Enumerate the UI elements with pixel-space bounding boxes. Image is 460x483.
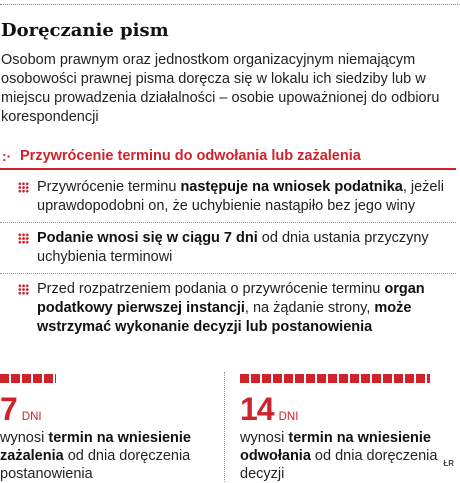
description-bold-text: termin na wniesienie odwołania — [240, 430, 431, 464]
item-text: , na żądanie strony, — [244, 300, 375, 316]
deadline-description — [240, 429, 450, 483]
bullet-list — [0, 178, 456, 349]
top-divider — [0, 4, 460, 5]
section-marker-icon: :· — [2, 148, 12, 164]
item-text: Przywrócenie terminu — [37, 179, 181, 195]
section-underline — [0, 168, 456, 170]
description-bold-text: termin na wniesienie zażalenia — [0, 430, 191, 464]
description-text: wynosi — [0, 430, 49, 446]
deadline-box-complaint — [0, 374, 210, 483]
deadline-unit: DNI — [21, 411, 42, 423]
red-dash-bar — [240, 374, 430, 383]
column-divider — [224, 372, 225, 482]
section-title: Przywrócenie terminu do odwołania lub zażalenia — [20, 148, 361, 164]
item-text: , jeżeli uprawdopodobni on, że uchybienie nastąpiło bez jego winy — [37, 179, 444, 214]
description-text: wynosi — [240, 430, 289, 446]
bullet-grid-icon — [18, 284, 29, 295]
list-item — [0, 280, 456, 343]
page-title: Doręczanie pism — [1, 20, 169, 41]
item-bold-text: Podanie wnosi się w ciągu 7 dni — [37, 230, 258, 246]
bullet-grid-icon — [18, 233, 29, 244]
item-text: od dnia ustania przyczyny uchybienia terminowi — [37, 230, 429, 265]
bullet-grid-icon — [18, 182, 29, 193]
deadline-description — [0, 429, 210, 483]
author-credit: ŁR — [443, 459, 454, 468]
deadline-number: 7 — [0, 391, 17, 427]
list-item — [0, 229, 456, 274]
deadline-box-appeal — [240, 374, 450, 483]
description-text: od dnia doręczenia postanowienia — [0, 448, 191, 482]
deadline-figure — [0, 391, 210, 427]
section-header — [0, 148, 456, 164]
item-bold-text: może wstrzymać wykonanie decyzji lub postanowienia — [37, 300, 412, 335]
intro-paragraph: Osobom prawnym oraz jednostkom organizacyjnym niemającym osobowości prawnej pisma doręcza się w lokalu ich siedziby lub w miejscu prowadzenia działalności – osobie upoważnionej do odbioru korespondencji — [1, 52, 440, 125]
item-text: Przed rozpatrzeniem podania o przywrócenie terminu — [37, 281, 385, 297]
item-bold-text: organ podatkowy pierwszej instancji — [37, 281, 425, 316]
list-item — [0, 178, 456, 223]
red-dash-bar — [0, 374, 56, 383]
deadline-unit: DNI — [278, 411, 299, 423]
item-bold-text: następuje na wniosek podatnika — [180, 179, 403, 195]
description-text: od dnia doręczenia decyzji — [240, 448, 438, 482]
deadline-figure — [240, 391, 450, 427]
deadline-number: 14 — [240, 391, 274, 427]
